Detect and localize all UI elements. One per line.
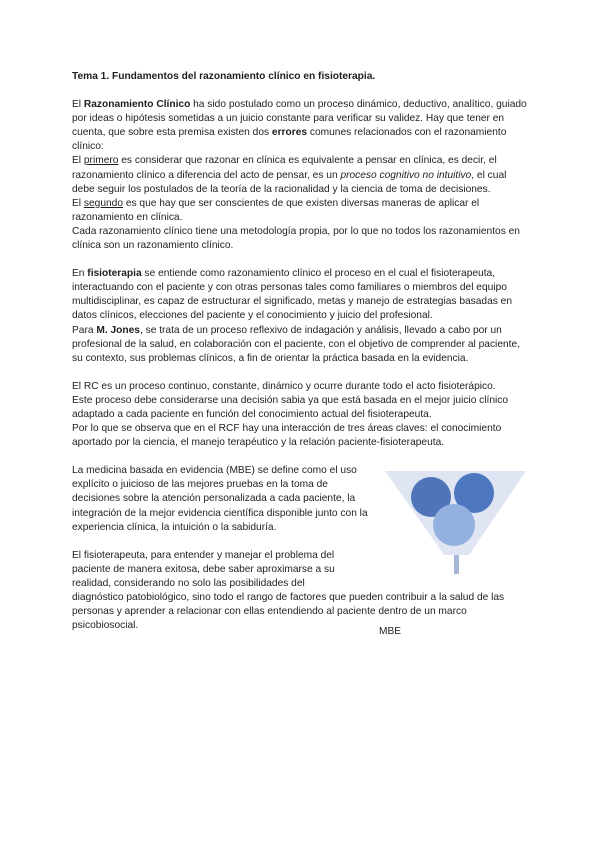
mbe-diagram xyxy=(382,459,530,587)
mbe-caption: MBE xyxy=(378,626,402,637)
paragraph-methodology: Cada razonamiento clínico tiene una metodología propia, por lo que no todos los razonamientos en clínica son un razonamiento clínico. xyxy=(72,225,520,252)
paragraph-jones xyxy=(72,324,530,366)
paragraph-mbe: La medicina basada en evidencia (MBE) se define como el uso explícito o juicioso de las mejores pruebas en la toma de decisiones sobre la atención personalizada a cada paciente, la integración de la mejor evidencia científica disponible junto con la experiencia clínica, la intuición o la sabiduría. xyxy=(72,465,368,533)
key-term: errores xyxy=(271,127,308,139)
italic-term: proceso cognitivo no intuitivo xyxy=(340,169,472,181)
underlined-term: segundo xyxy=(83,197,123,209)
paragraph-rc-continuous: El RC es un proceso continuo, constante, dinámico y ocurre durante todo el acto fisioterápico. xyxy=(72,380,496,392)
paragraph-text: ha sido postulado como un proceso dinámico, deductivo, analítico, guiado por ideas o hipótesis sometidas a un juicio constante para verificar su validez. Hay que tener en cuenta, que sobre esta premisa existen dos xyxy=(72,99,527,139)
paragraph-text: es considerar que razonar en clínica es equivalente a pensar en clínica, es decir, el razonamiento clínico a diferencia del acto de pensar, es un xyxy=(72,155,497,181)
paragraph-psychobiosocial: diagnóstico patobiológico, sino todo el rango de factores que pueden contribuir a la salud de las personas y aprender a relacionar con ellas entendiendo al paciente dentro de un marco psicobiosocial. xyxy=(72,592,505,632)
paragraph-text: En xyxy=(72,268,88,280)
venn-circle-bottom xyxy=(433,504,475,546)
key-term: Razonamiento Clínico xyxy=(83,99,191,111)
paragraph-clinical-reasoning xyxy=(72,98,530,154)
paragraph-second-error xyxy=(72,197,530,225)
paragraph-text: Para xyxy=(72,324,97,336)
paragraph-gap xyxy=(72,366,530,380)
paragraph-text: El xyxy=(72,155,84,167)
funnel-stem xyxy=(454,555,459,574)
author-name: M. Jones xyxy=(96,324,140,336)
paragraph-gap xyxy=(72,253,530,267)
paragraph-text: comunes relacionados con el razonamiento clínico: xyxy=(72,127,507,153)
key-term: fisioterapia xyxy=(87,268,142,280)
paragraph-wise-decision: Este proceso debe considerarse una decisión sabia ya que está basada en el mejor juicio clínico adaptado a cada paciente en función del conocimiento actual del fisioterapeuta. xyxy=(72,394,509,420)
paragraph-text: El xyxy=(72,197,84,209)
page-title: Tema 1. Fundamentos del razonamiento clínico en fisioterapia. xyxy=(72,71,376,82)
mbe-section xyxy=(72,464,530,534)
paragraph-text: El xyxy=(72,99,84,111)
paragraph-text: , se trata de un proceso reflexivo de indagación y análisis, llevado a cabo por un profesional de la salud, en colaboración con el paciente, con el objetivo de comprender al paciente, su contexto, sus problemas clínicos, a fin de orientar la práctica basada en la evidencia. xyxy=(72,324,520,364)
paragraph-patient-reality: El fisioterapeuta, para entender y manejar el problema del paciente de manera exitosa, debe saber aproximarse a su realidad, considerando no solo las posibilidades del xyxy=(72,549,335,589)
paragraph-first-error xyxy=(72,154,530,196)
paragraph-text: es que hay que ser conscientes de que existen diversas maneras de aplicar el razonamiento en clínica. xyxy=(72,197,480,223)
paragraph-three-areas: Por lo que se observa que en el RCF hay una interacción de tres áreas claves: el conocimiento aportado por la ciencia, el manejo terapéutico y la relación paciente-fisioterapeuta. xyxy=(72,423,502,449)
paragraph-physiotherapy xyxy=(72,267,530,323)
paragraph-text: se entiende como razonamiento clínico el proceso en el cual el fisioterapeuta, interactuando con el paciente y con otras personas tales como familiares o miembros del equipo multidisciplinar, es capaz de estructurar el significado, metas y manejo de estrategias basadas en datos clínicos, elecciones del paciente y el conocimiento y juicio del profesional. xyxy=(72,268,512,322)
document-content xyxy=(72,70,530,633)
paragraph-text: , el cual debe seguir los postulados de la teoría de la racionalidad y la ciencia de toma de decisiones. xyxy=(72,169,507,195)
underlined-term: primero xyxy=(83,155,119,167)
